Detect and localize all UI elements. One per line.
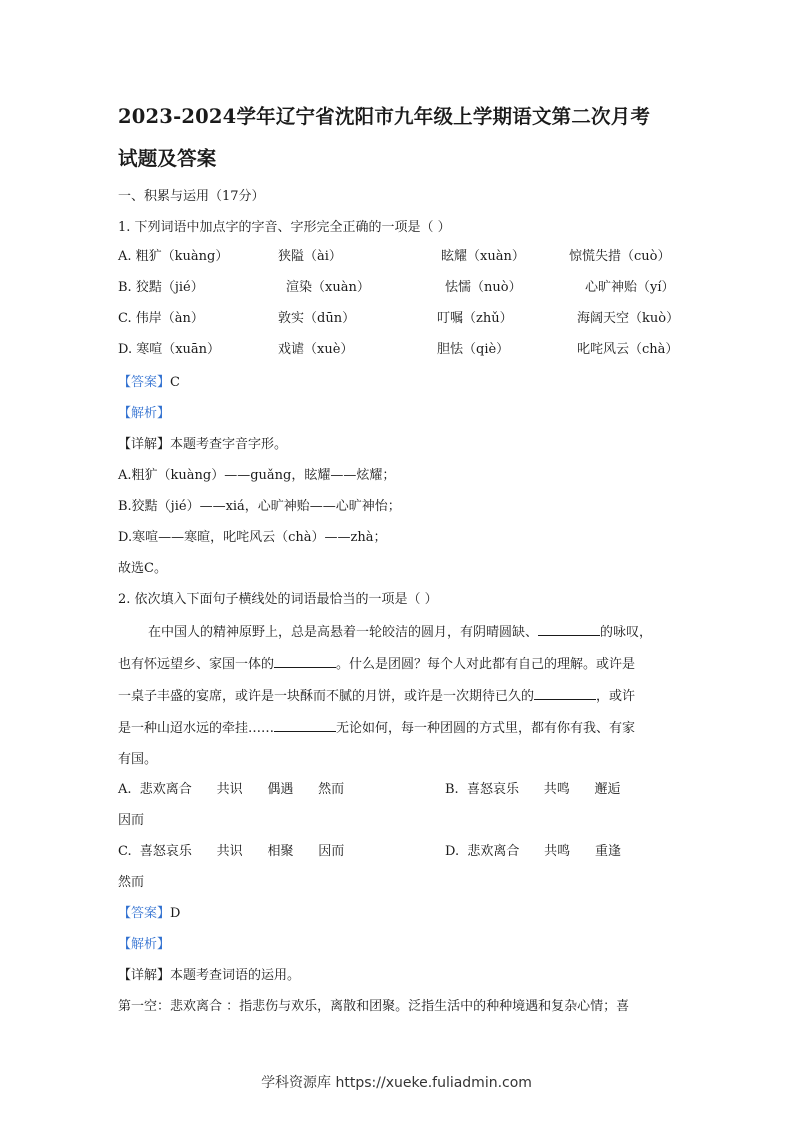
section-heading: 一、积累与运用（17分）: [118, 189, 265, 204]
passage-line-1: [148, 623, 706, 642]
question-1-answer: [118, 374, 180, 392]
question-1-analysis-tag: [118, 405, 170, 423]
question-2-option-a: A. 悲欢离合 共识 偶遇 然而: [118, 782, 345, 797]
question-2-option-d: D. 悲欢离合 共鸣 重逢: [445, 844, 621, 859]
document-title-line2: 试题及答案: [118, 147, 217, 170]
option-b-word4: 心旷神贻（yí）: [585, 280, 675, 295]
option-c-word4: 海阔天空（kuò）: [577, 311, 680, 326]
question-2-option-b-cont: 因而: [118, 813, 145, 828]
question-1-note-d: D.寒喧——寒暄，叱咤风云（chà）——zhà；: [118, 530, 387, 545]
passage-line-2: [118, 655, 676, 674]
answer-tag: 【答案】: [118, 375, 171, 390]
passage-text: 在中国人的精神原野上，总是高悬着一轮皎洁的圆月，有阴晴圆缺、: [148, 625, 539, 640]
detail-tag: 【详解】: [118, 968, 171, 983]
option-a-word2: 狭隘（ài）: [278, 249, 342, 264]
option-a-word3: 眩耀（xuàn）: [441, 249, 525, 264]
question-2-analysis-tag: [118, 936, 170, 954]
question-2-option-d-cont: 然而: [118, 875, 145, 890]
question-1-stem: 1. 下列词语中加点字的字音、字形完全正确的一项是（ ）: [118, 220, 451, 235]
passage-text: 是一种山迢水远的牵挂……: [118, 721, 275, 736]
footer-watermark: 学科资源库 https://xueke.fuliadmin.com: [261, 1075, 532, 1091]
option-a-word4: 惊慌失措（cuò）: [569, 249, 671, 264]
passage-text: 一桌子丰盛的宴席，或许是一块酥而不腻的月饼，或许是一次期待已久的: [118, 689, 535, 704]
detail-tag: 【详解】: [118, 437, 171, 452]
answer-tag: 【答案】: [118, 906, 171, 921]
question-2-option-b: B. 喜怒哀乐 共鸣 邂逅: [445, 782, 621, 797]
option-d-word4: 叱咤风云（chà）: [577, 342, 679, 357]
question-1-note-b: B.狡黠（jié）——xiá，心旷神贻——心旷神怡；: [118, 499, 401, 514]
fill-blank-4: [274, 719, 336, 732]
passage-text: 无论如何，每一种团圆的方式里，都有你有我、有家: [336, 721, 636, 736]
option-a-word1: A. 粗犷（kuàng）: [118, 249, 229, 264]
question-2-answer: [118, 905, 180, 923]
passage-line-5: 有国。: [118, 752, 158, 767]
question-2-stem: 2. 依次填入下面句子横线处的词语最恰当的一项是（ ）: [118, 592, 438, 607]
option-c-word3: 叮嘱（zhǔ）: [437, 311, 513, 326]
answer-value: D: [170, 906, 181, 921]
detail-text: 本题考查词语的运用。: [170, 968, 301, 983]
question-1-note-a: A.粗犷（kuàng）——guǎng，眩耀——炫耀；: [118, 468, 396, 483]
option-c-word2: 敦实（dūn）: [278, 311, 356, 326]
option-d-word3: 胆怯（qiè）: [437, 342, 510, 357]
option-d-word1: D. 寒喧（xuān）: [118, 342, 221, 357]
question-2-option-c: C. 喜怒哀乐 共识 相聚 因而: [118, 844, 345, 859]
question-2-explanation: 第一空：悲欢离合 ：指悲伤与欢乐，离散和团聚。泛指生活中的种种境遇和复杂心情；喜: [118, 999, 630, 1014]
analysis-tag: 【解析】: [118, 937, 171, 952]
question-1-conclusion: 故选C。: [118, 561, 167, 576]
passage-text: 的咏叹，: [600, 625, 653, 640]
fill-blank-1: [538, 623, 600, 636]
fill-blank-3: [534, 687, 596, 700]
option-b-word3: 怯懦（nuò）: [445, 280, 522, 295]
question-2-detail: [118, 967, 300, 985]
passage-text: ，或许: [596, 689, 636, 704]
detail-text: 本题考查字音字形。: [170, 437, 288, 452]
option-b-word1: B. 狡黠（jié）: [118, 280, 204, 295]
answer-value: C: [170, 375, 180, 390]
document-title-line1: 2023-2024学年辽宁省沈阳市九年级上学期语文第二次月考: [118, 105, 651, 128]
option-b-word2: 渲染（xuàn）: [286, 280, 370, 295]
passage-line-3: [118, 687, 676, 706]
fill-blank-2: [274, 655, 336, 668]
passage-line-4: [118, 719, 676, 738]
passage-text: 。什么是团圆？每个人对此都有自己的理解。或许是: [336, 657, 636, 672]
question-1-detail: [118, 436, 287, 454]
analysis-tag: 【解析】: [118, 406, 171, 421]
option-d-word2: 戏谑（xuè）: [278, 342, 354, 357]
option-c-word1: C. 伟岸（àn）: [118, 311, 204, 326]
passage-text: 也有怀远望乡、家国一体的: [118, 657, 275, 672]
